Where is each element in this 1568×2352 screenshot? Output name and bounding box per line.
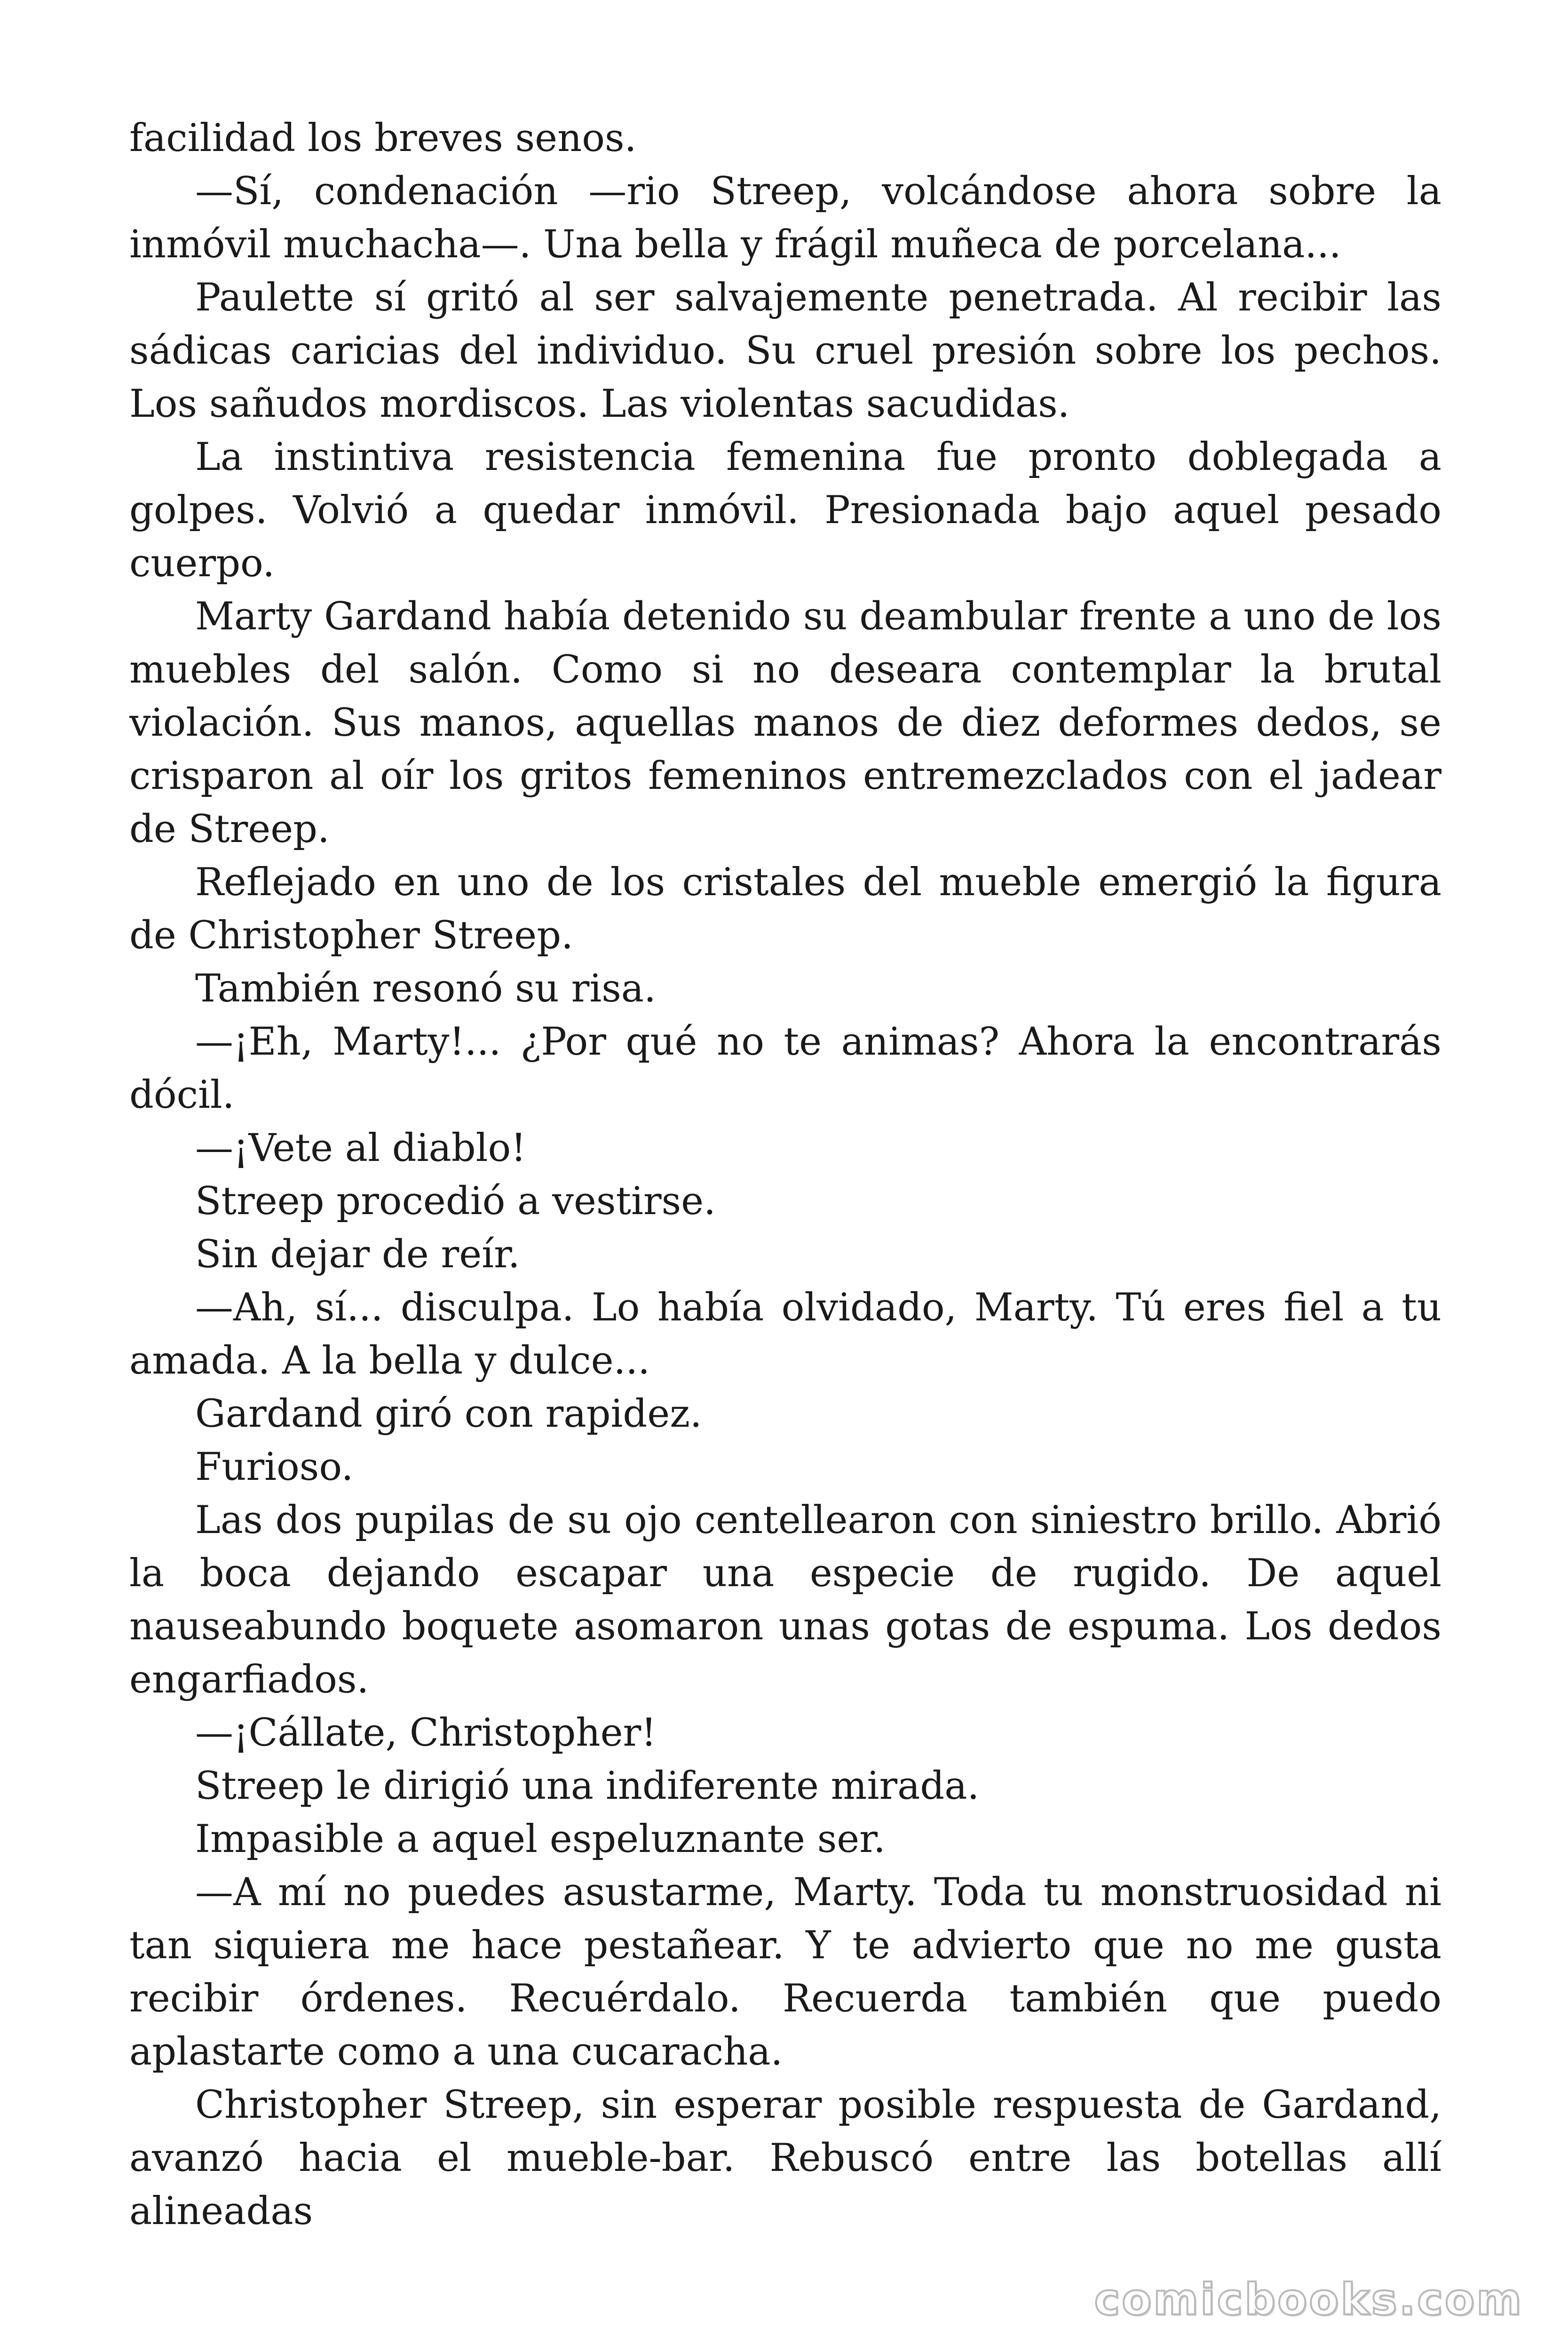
paragraph: Christopher Streep, sin esperar posible respuesta de Gardand, avanzó hacia el mueble-bar. Rebuscó entre las botellas allí alineadas: [129, 2083, 1441, 2233]
paragraph: Marty Gardand había detenido su deambular frente a uno de los muebles del salón. Como si no deseara contemplar la brutal violación. Sus manos, aquellas manos de diez deformes dedos, se crisparon al oír los gritos femeninos entremezclados con el jadear de Streep.: [129, 595, 1441, 851]
paragraph: También resonó su risa.: [195, 967, 656, 1011]
paragraph: Streep procedió a vestirse.: [195, 1179, 716, 1224]
paragraph: Streep le dirigió una indiferente mirada.: [195, 1764, 980, 1808]
paragraph: La instintiva resistencia femenina fue pronto doblegada a golpes. Volvió a quedar inmóvil. Presionada bajo aquel pesado cuerpo.: [129, 435, 1441, 586]
paragraph: Las dos pupilas de su ojo centellearon con siniestro brillo. Abrió la boca dejando escapar una especie de rugido. De aquel nauseabundo boquete asomaron unas gotas de espuma. Los dedos engarfiados.: [129, 1498, 1441, 1702]
body-text: [129, 112, 1441, 2238]
paragraph: —¡Cállate, Christopher!: [195, 1711, 657, 1755]
paragraph: Furioso.: [195, 1445, 354, 1489]
paragraph: Impasible a aquel espeluznante ser.: [195, 1817, 886, 1861]
paragraph: —¡Eh, Marty!... ¿Por qué no te animas? Ahora la encontrarás dócil.: [129, 1020, 1441, 1117]
paragraph: facilidad los breves senos.: [129, 116, 637, 160]
paragraph: —A mí no puedes asustarme, Marty. Toda tu monstruosidad ni tan siquiera me hace pestañear. Y te advierto que no me gusta recibir órdenes. Recuérdalo. Recuerda también que puedo aplastarte como a una cucaracha.: [129, 1870, 1441, 2074]
paragraph: —Ah, sí... disculpa. Lo había olvidado, Marty. Tú eres fiel a tu amada. A la bella y dulce...: [129, 1286, 1441, 1383]
paragraph: —¡Vete al diablo!: [195, 1126, 526, 1170]
paragraph: Paulette sí gritó al ser salvajemente penetrada. Al recibir las sádicas caricias del individuo. Su cruel presión sobre los pechos. Los sañudos mordiscos. Las violentas sacudidas.: [129, 276, 1441, 426]
paragraph: Reflejado en uno de los cristales del mueble emergió la figura de Christopher Streep.: [129, 860, 1441, 958]
watermark-logo: comicbooks.com: [1094, 2274, 1523, 2325]
paragraph: Gardand giró con rapidez.: [195, 1392, 702, 1436]
paragraph: —Sí, condenación —rio Streep, volcándose ahora sobre la inmóvil muchacha—. Una bella y frágil muñeca de porcelana...: [129, 169, 1441, 267]
paragraph: Sin dejar de reír.: [195, 1232, 520, 1277]
